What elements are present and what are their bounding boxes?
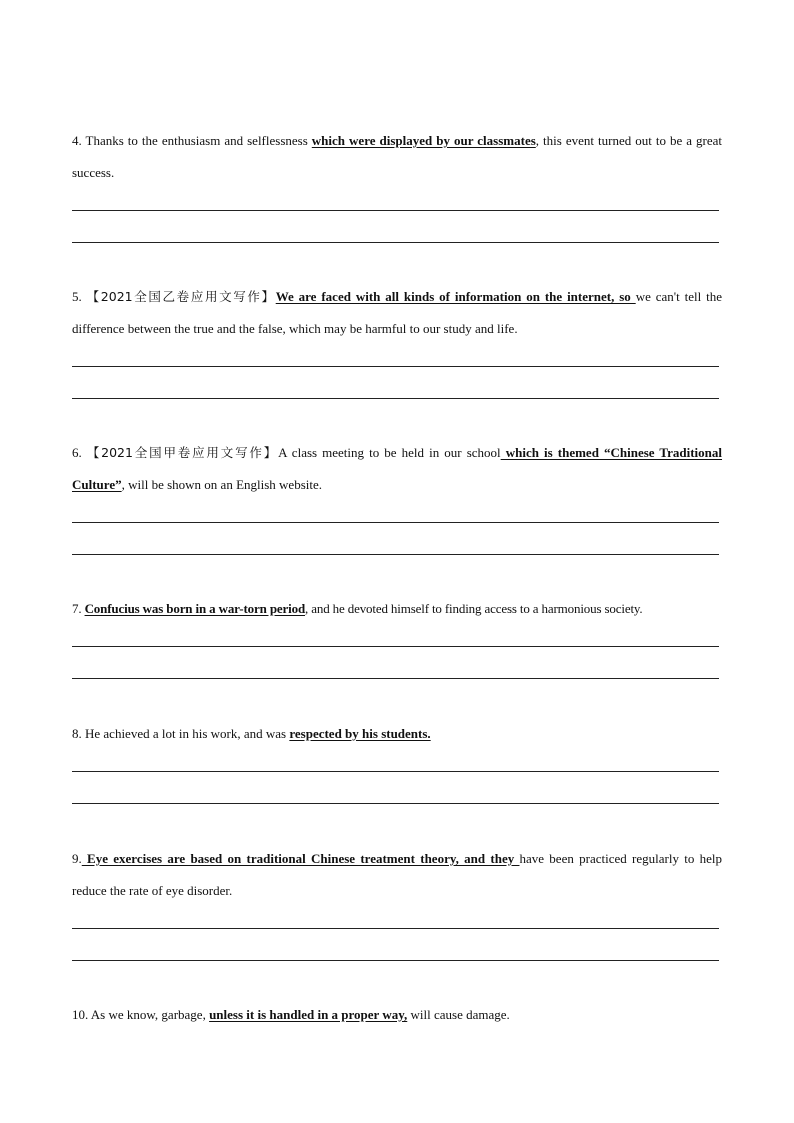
question-text: [72, 843, 722, 907]
question-text-after: we can't tell the difference between the true and the false, which may be harmful to our study and life.: [72, 289, 723, 336]
question-text-before: Thanks to the enthusiasm and selflessness: [81, 133, 312, 148]
question-text: [72, 437, 722, 501]
answer-line[interactable]: [72, 625, 719, 657]
exam-source-label: 【2021全国甲卷应用文写作】: [86, 445, 279, 460]
underlined-phrase: We are faced with all kinds of information on the internet, so: [275, 289, 636, 304]
question-4: [72, 125, 722, 253]
answer-line[interactable]: [72, 939, 719, 971]
answer-line[interactable]: [72, 907, 719, 939]
answer-line[interactable]: [72, 782, 719, 814]
underlined-phrase: unless it is handled in a proper way,: [209, 1007, 408, 1022]
question-number: 6.: [72, 445, 82, 460]
question-number: 8.: [72, 726, 82, 741]
question-number: 9.: [72, 851, 82, 866]
question-6: [72, 437, 722, 565]
answer-line[interactable]: [72, 750, 719, 782]
answer-line[interactable]: [72, 657, 719, 689]
underlined-phrase: Confucius was born in a war-torn period: [84, 601, 306, 616]
answer-line[interactable]: [72, 377, 719, 409]
answer-line[interactable]: [72, 345, 719, 377]
question-text-before: As we know, garbage,: [88, 1007, 210, 1022]
question-text-before: He achieved a lot in his work, and was: [81, 726, 290, 741]
exam-source-label: 【2021全国乙卷应用文写作】: [86, 289, 276, 304]
question-number: 10.: [72, 1007, 89, 1022]
answer-line[interactable]: [72, 221, 719, 253]
question-text: [72, 999, 722, 1031]
underlined-phrase: respected by his students.: [289, 726, 431, 741]
question-5: [72, 281, 722, 409]
question-text-after: have been practiced regularly to help reduce the rate of eye disorder.: [72, 851, 722, 898]
question-number: 7.: [72, 601, 82, 616]
underlined-phrase: which were displayed by our classmates: [311, 133, 536, 148]
question-number: 5.: [72, 289, 82, 304]
question-text: [72, 125, 722, 189]
question-text-after: will cause damage.: [407, 1007, 510, 1022]
question-9: [72, 843, 722, 971]
underlined-phrase: which is themed “Chinese Traditional Culture”: [72, 445, 723, 492]
question-text-after: , and he devoted himself to finding access to a harmonious society.: [305, 601, 643, 616]
question-text-after: , this event turned out to be a great success.: [72, 133, 723, 180]
question-8: [72, 718, 722, 814]
underlined-phrase: Eye exercises are based on traditional Chinese treatment theory, and they: [81, 851, 520, 866]
answer-line[interactable]: [72, 501, 719, 533]
question-text-before: A class meeting to be held in our school: [278, 445, 501, 460]
question-text: [72, 718, 722, 750]
question-text-after: , will be shown on an English website.: [121, 477, 323, 492]
answer-line[interactable]: [72, 533, 719, 565]
question-text: [72, 593, 722, 625]
question-7: [72, 593, 722, 689]
question-number: 4.: [72, 133, 82, 148]
question-text: [72, 281, 722, 345]
question-10: [72, 999, 722, 1031]
answer-line[interactable]: [72, 189, 719, 221]
